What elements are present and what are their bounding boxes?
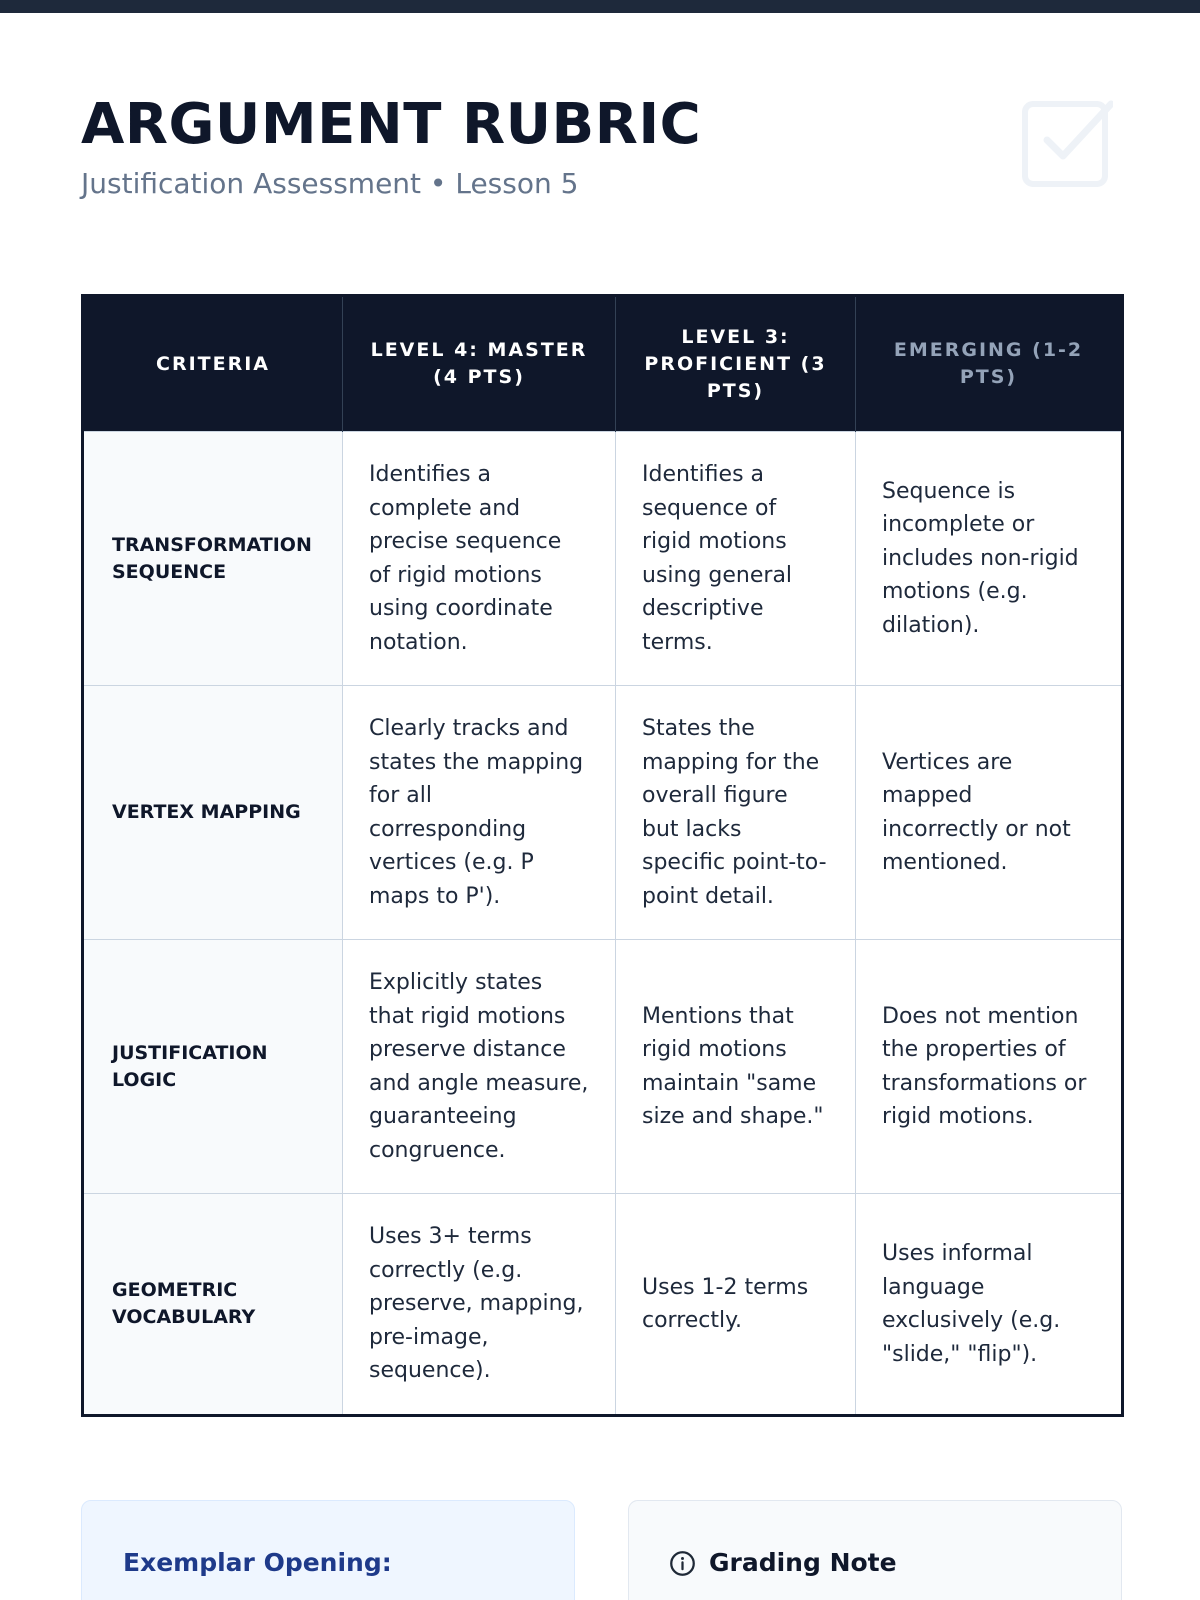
criteria-cell: VERTEX MAPPING <box>83 686 343 940</box>
column-header-criteria: CRITERIA <box>83 296 343 432</box>
level-4-cell: Clearly tracks and states the mapping for all corresponding vertices (e.g. P maps to P'). <box>343 686 616 940</box>
criteria-cell: TRANSFORMATION SEQUENCE <box>83 432 343 686</box>
exemplar-opening-title: Exemplar Opening: <box>123 1548 392 1577</box>
exemplar-opening-card <box>81 1500 575 1600</box>
emerging-cell: Vertices are mapped incorrectly or not mentioned. <box>856 686 1123 940</box>
checkbox-icon <box>1021 96 1113 188</box>
table-row <box>83 686 1123 940</box>
criteria-cell: JUSTIFICATION LOGIC <box>83 940 343 1194</box>
top-accent-bar <box>0 0 1200 13</box>
emerging-cell: Does not mention the properties of transformations or rigid motions. <box>856 940 1123 1194</box>
info-icon <box>669 1550 696 1577</box>
grading-note-title: Grading Note <box>709 1548 897 1577</box>
page-subtitle: Justification Assessment • Lesson 5 <box>81 167 579 200</box>
rubric-header-row <box>83 296 1123 432</box>
level-3-cell: Uses 1-2 terms correctly. <box>616 1194 856 1416</box>
emerging-cell: Sequence is incomplete or includes non-rigid motions (e.g. dilation). <box>856 432 1123 686</box>
criteria-cell: GEOMETRIC VOCABULARY <box>83 1194 343 1416</box>
level-4-cell: Explicitly states that rigid motions preserve distance and angle measure, guaranteeing congruence. <box>343 940 616 1194</box>
emerging-cell: Uses informal language exclusively (e.g. "slide," "flip"). <box>856 1194 1123 1416</box>
rubric-table <box>81 294 1124 1417</box>
grading-note-card <box>628 1500 1122 1600</box>
column-header-emerging: EMERGING (1-2 PTS) <box>856 296 1123 432</box>
level-3-cell: Identifies a sequence of rigid motions using general descriptive terms. <box>616 432 856 686</box>
level-3-cell: States the mapping for the overall figure but lacks specific point-to-point detail. <box>616 686 856 940</box>
table-row <box>83 940 1123 1194</box>
table-row <box>83 432 1123 686</box>
level-3-cell: Mentions that rigid motions maintain "same size and shape." <box>616 940 856 1194</box>
page-header <box>81 92 1121 222</box>
level-4-cell: Identifies a complete and precise sequence of rigid motions using coordinate notation. <box>343 432 616 686</box>
table-row <box>83 1194 1123 1416</box>
column-header-level-3: LEVEL 3: PROFICIENT (3 PTS) <box>616 296 856 432</box>
column-header-level-4: LEVEL 4: MASTER (4 PTS) <box>343 296 616 432</box>
level-4-cell: Uses 3+ terms correctly (e.g. preserve, mapping, pre-image, sequence). <box>343 1194 616 1416</box>
page-title: ARGUMENT RUBRIC <box>81 92 702 157</box>
